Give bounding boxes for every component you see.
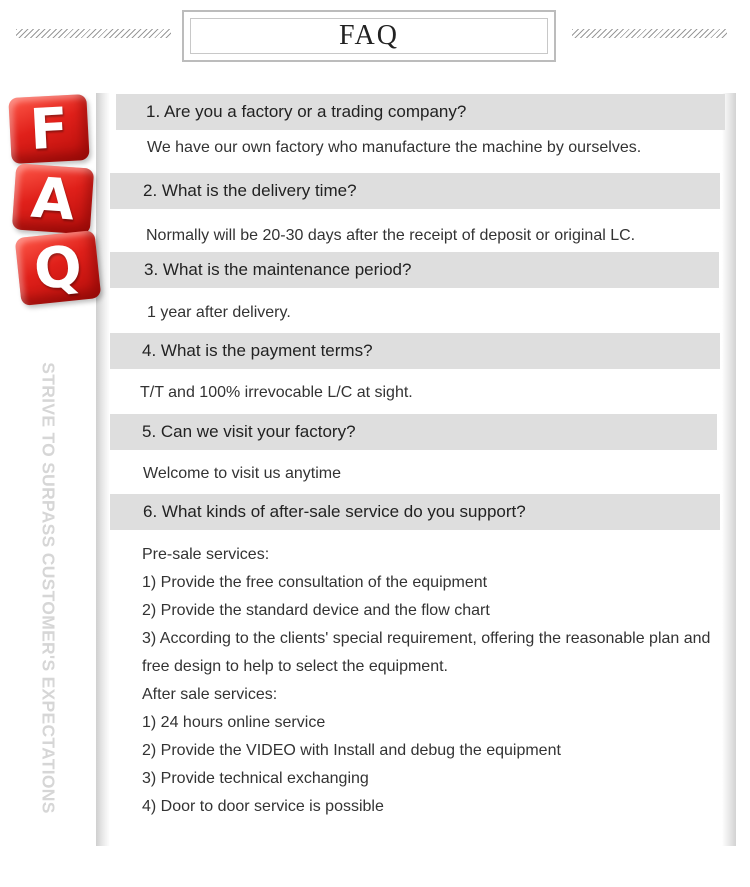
faq-logo-a-cube: A — [12, 163, 94, 234]
answer-line: 2) Provide the standard device and the flow chart — [142, 602, 490, 619]
faq-answer-6 — [142, 541, 710, 821]
faq-answer-1: We have our own factory who manufacture the machine by ourselves. — [147, 139, 642, 156]
faq-answer-2: Normally will be 20-30 days after the receipt of deposit or original LC. — [146, 227, 636, 244]
answer-line: free design to help to select the equipment. — [142, 658, 448, 675]
faq-answer-3: 1 year after delivery. — [147, 304, 291, 321]
faq-question-1: 1. Are you a factory or a trading company? — [116, 94, 725, 130]
title-box — [182, 10, 556, 62]
answer-line: 1) 24 hours online service — [142, 714, 326, 731]
faq-question-4: 4. What is the payment terms? — [110, 333, 720, 369]
faq-answer-5: Welcome to visit us anytime — [143, 465, 341, 482]
faq-question-6: 6. What kinds of after-sale service do you support? — [110, 494, 720, 530]
answer-line: 1) Provide the free consultation of the equipment — [142, 574, 488, 591]
header-decoration-left — [16, 29, 171, 38]
answer-line: 3) Provide technical exchanging — [142, 770, 369, 787]
answer-line: After sale services: — [142, 686, 278, 703]
faq-answer-4: T/T and 100% irrevocable L/C at sight. — [140, 384, 413, 401]
faq-logo-q-cube: Q — [15, 230, 102, 306]
faq-question-2: 2. What is the delivery time? — [110, 173, 720, 209]
faq-logo-f-cube: F — [8, 94, 89, 164]
header-decoration-right — [572, 29, 727, 38]
page-title: FAQ — [190, 18, 548, 54]
answer-line: 4) Door to door service is possible — [142, 798, 384, 815]
faq-question-5: 5. Can we visit your factory? — [110, 414, 717, 450]
faq-question-3: 3. What is the maintenance period? — [110, 252, 719, 288]
answer-line: 3) According to the clients' special requirement, offering the reasonable plan and — [142, 630, 711, 647]
slogan-vertical: STRIVE TO SURPASS CUSTOMER'S EXPECTATIONS — [38, 362, 59, 814]
answer-line: Pre-sale services: — [142, 546, 270, 563]
answer-line: 2) Provide the VIDEO with Install and debug the equipment — [142, 742, 561, 759]
